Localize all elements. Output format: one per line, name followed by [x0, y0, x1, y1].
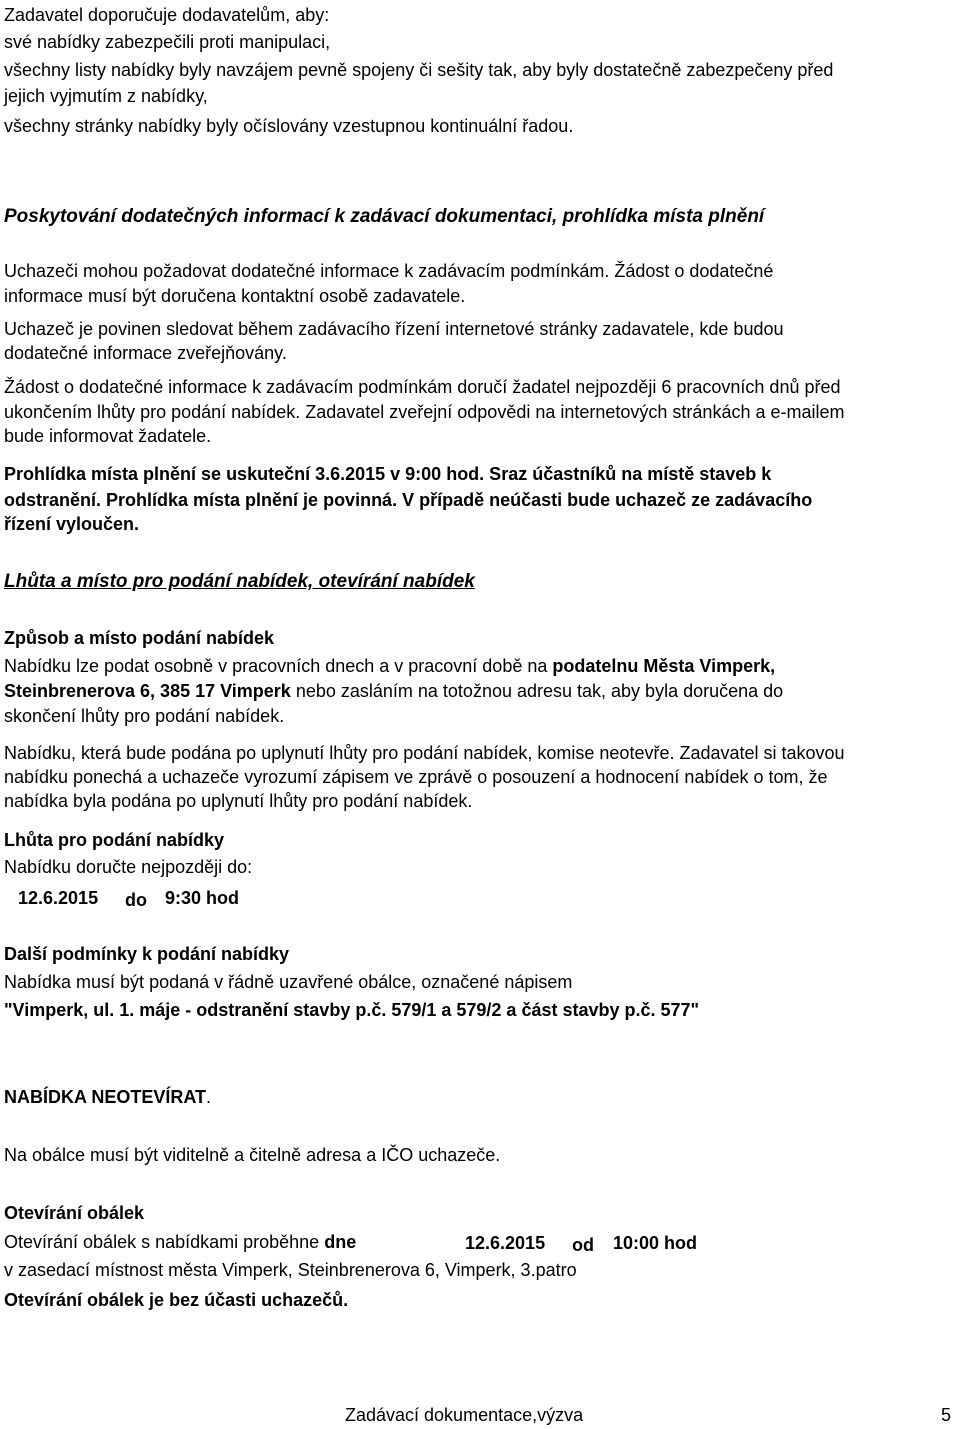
other-conditions-line: Nabídka musí být podaná v řádně uzavřené obálce, označené nápisem: [4, 972, 573, 992]
late-offer-line-3: nabídka byla podána po uplynutí lhůty pro podání nabídek.: [4, 791, 473, 811]
opening-dne: dne: [324, 1232, 357, 1252]
do-not-open: NABÍDKA NEOTEVÍRAT: [4, 1087, 206, 1107]
opening-od: od: [572, 1235, 594, 1255]
deadline-do: do: [125, 890, 147, 910]
deadline-time: 9:30 hod: [165, 888, 240, 908]
info-request-line-2: informace musí být doručena kontaktní osobě zadavatele.: [4, 286, 466, 306]
registry-office: podatelnu Města Vimperk,: [552, 656, 776, 676]
intro-line-4: jejich vyjmutím z nabídky,: [4, 86, 208, 106]
section-heading-information: Poskytování dodatečných informací k zadávací dokumentaci, prohlídka místa plnění: [4, 206, 765, 227]
intro-line-5: všechny stránky nabídky byly očíslovány vzestupnou kontinuální řadou.: [4, 116, 574, 136]
intro-line-3: všechny listy nabídky byly navzájem pevně spojeny či sešity tak, aby byly dostatečně zabezpečeny před: [4, 60, 834, 80]
site-visit-line-2: odstranění. Prohlídka místa plnění je povinná. V případě neúčasti bude uchazeč ze zadávacího: [4, 490, 813, 510]
info-request-line-1: Uchazeči mohou požadovat dodatečné informace k zadávacím podmínkám. Žádost o dodatečné: [4, 261, 774, 281]
way-place-title: Způsob a místo podání nabídek: [4, 628, 275, 648]
request-deadline-line-3: bude informovat žadatele.: [4, 426, 212, 446]
opening-note: Otevírání obálek je bez účasti uchazečů.: [4, 1290, 349, 1310]
request-deadline-line-1: Žádost o dodatečné informace k zadávacím podmínkám doručí žadatel nejpozději 6 pracovních dnů před: [4, 377, 841, 397]
page-number: 5: [941, 1405, 952, 1425]
way-place-line-3: skončení lhůty pro podání nabídek.: [4, 706, 285, 726]
footer-title: Zadávací dokumentace,výzva: [345, 1405, 584, 1425]
late-offer-line-2: nabídku ponechá a uchazeče vyrozumí zápisem ve zprávě o posouzení a hodnocení nabídek o tom, že: [4, 767, 828, 787]
way-place-line-2-text: nebo zasláním na totožnou adresu tak, aby byla doručena do: [290, 681, 784, 701]
website-duty-line-2: dodatečné informace zveřejňovány.: [4, 343, 287, 363]
site-visit-line-3: řízení vyloučen.: [4, 514, 140, 534]
other-conditions-title: Další podmínky k podání nabídky: [4, 944, 290, 964]
section-heading-deadline-place: Lhůta a místo pro podání nabídek, otevírání nabídek: [4, 571, 475, 592]
opening-time: 10:00 hod: [613, 1233, 698, 1253]
request-deadline-line-2: ukončením lhůty pro podání nabídek. Zadavatel zveřejní odpovědi na internetových stránkách a e-mailem: [4, 402, 845, 422]
deadline-line: Nabídku doručte nejpozději do:: [4, 857, 253, 877]
way-place-line-1: [4, 654, 934, 679]
late-offer-line-1: Nabídku, která bude podána po uplynutí lhůty pro podání nabídek, komise neotevře. Zadavatel si takovou: [4, 743, 845, 763]
website-duty-line-1: Uchazeč je povinen sledovat během zadávacího řízení internetové stránky zadavatele, kde budou: [4, 319, 784, 339]
envelope-address-line: Na obálce musí být viditelně a čitelně adresa a IČO uchazeče.: [4, 1145, 501, 1165]
opening-line-text: Otevírání obálek s nabídkami proběhne: [4, 1232, 325, 1252]
opening-place: v zasedací místnost města Vimperk, Steinbrenerova 6, Vimperk, 3.patro: [4, 1260, 577, 1280]
opening-title: Otevírání obálek: [4, 1203, 145, 1223]
deadline-title: Lhůta pro podání nabídky: [4, 830, 224, 850]
intro-line-1: Zadavatel doporučuje dodavatelům, aby:: [4, 5, 330, 25]
do-not-open-line: [4, 1085, 934, 1110]
deadline-date: 12.6.2015: [18, 888, 99, 908]
site-visit-line-1: Prohlídka místa plnění se uskuteční 3.6.2015 v 9:00 hod. Sraz účastníků na místě staveb k: [4, 464, 772, 484]
do-not-open-dot: .: [206, 1087, 212, 1107]
registry-address: Steinbrenerova 6, 385 17 Vimperk: [4, 681, 291, 701]
opening-date: 12.6.2015: [465, 1233, 546, 1253]
way-place-line-1-text: Nabídku lze podat osobně v pracovních dnech a v pracovní době na: [4, 656, 553, 676]
way-place-line-2: [4, 679, 934, 704]
intro-line-2: své nabídky zabezpečili proti manipulaci,: [4, 32, 331, 52]
envelope-label: "Vimperk, ul. 1. máje - odstranění stavby p.č. 579/1 a 579/2 a část stavby p.č. 577": [4, 1000, 700, 1020]
